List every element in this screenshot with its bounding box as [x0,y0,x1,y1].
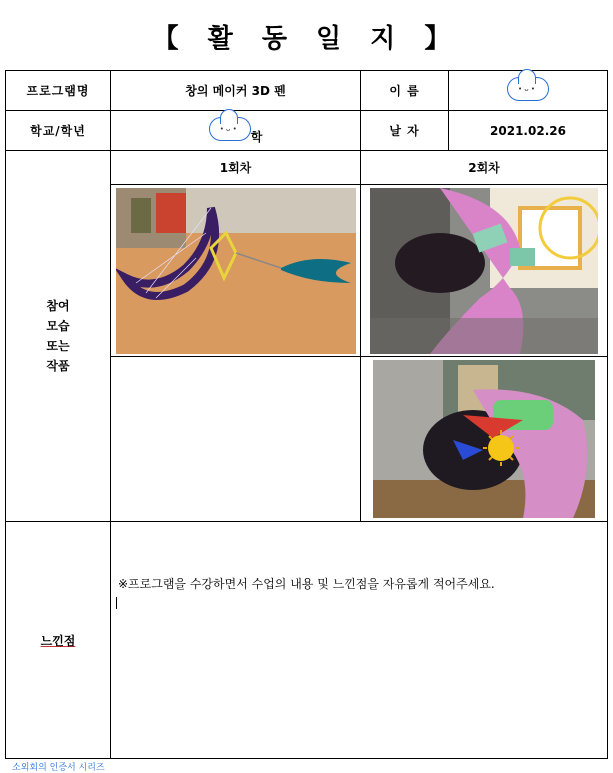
participation-line: 작품 [46,359,70,373]
activity-log-table [5,70,608,759]
session-1-header: 1회차 [111,151,361,185]
photo-cell-3 [361,357,608,522]
program-name-value: 창의 메이커 3D 펜 [111,71,361,111]
session-2-header: 2회차 [361,151,608,185]
date-label: 날 자 [361,111,449,151]
child-drawing-photo [370,188,598,354]
date-value: 2021.02.26 [449,111,608,151]
footer-caption: 소외회의 인증서 시리즈 [12,763,105,773]
feelings-label: 느낀점 [6,522,111,759]
feelings-body [111,522,608,759]
photo-cell-1 [111,185,361,357]
name-value [449,71,608,111]
photo-cell-2 [361,185,608,357]
school-grade-value [111,111,361,151]
participation-line: 모습 [46,319,70,333]
cloud-sticker-icon: • ᴗ • [507,77,549,101]
program-name-label: 프로그램명 [6,71,111,111]
participation-line: 참여 [46,299,70,313]
photo-cell-empty [111,357,361,522]
cloud-sticker-icon: • ᴗ • [209,117,251,141]
dreamcatcher-photo [116,188,356,354]
text-cursor[interactable] [116,597,117,609]
school-grade-label: 학교/학년 [6,111,111,151]
name-label: 이 름 [361,71,449,111]
participation-line: 또는 [46,339,70,353]
feelings-instruction: ※프로그램을 수강하면서 수업의 내용 및 느낀점을 자유롭게 적어주세요. [118,577,495,591]
school-suffix: 학 [250,129,263,144]
page-title: 【 활 동 일 지 】 [152,24,461,54]
child-3d-pen-photo [373,360,595,518]
participation-label [6,151,111,522]
